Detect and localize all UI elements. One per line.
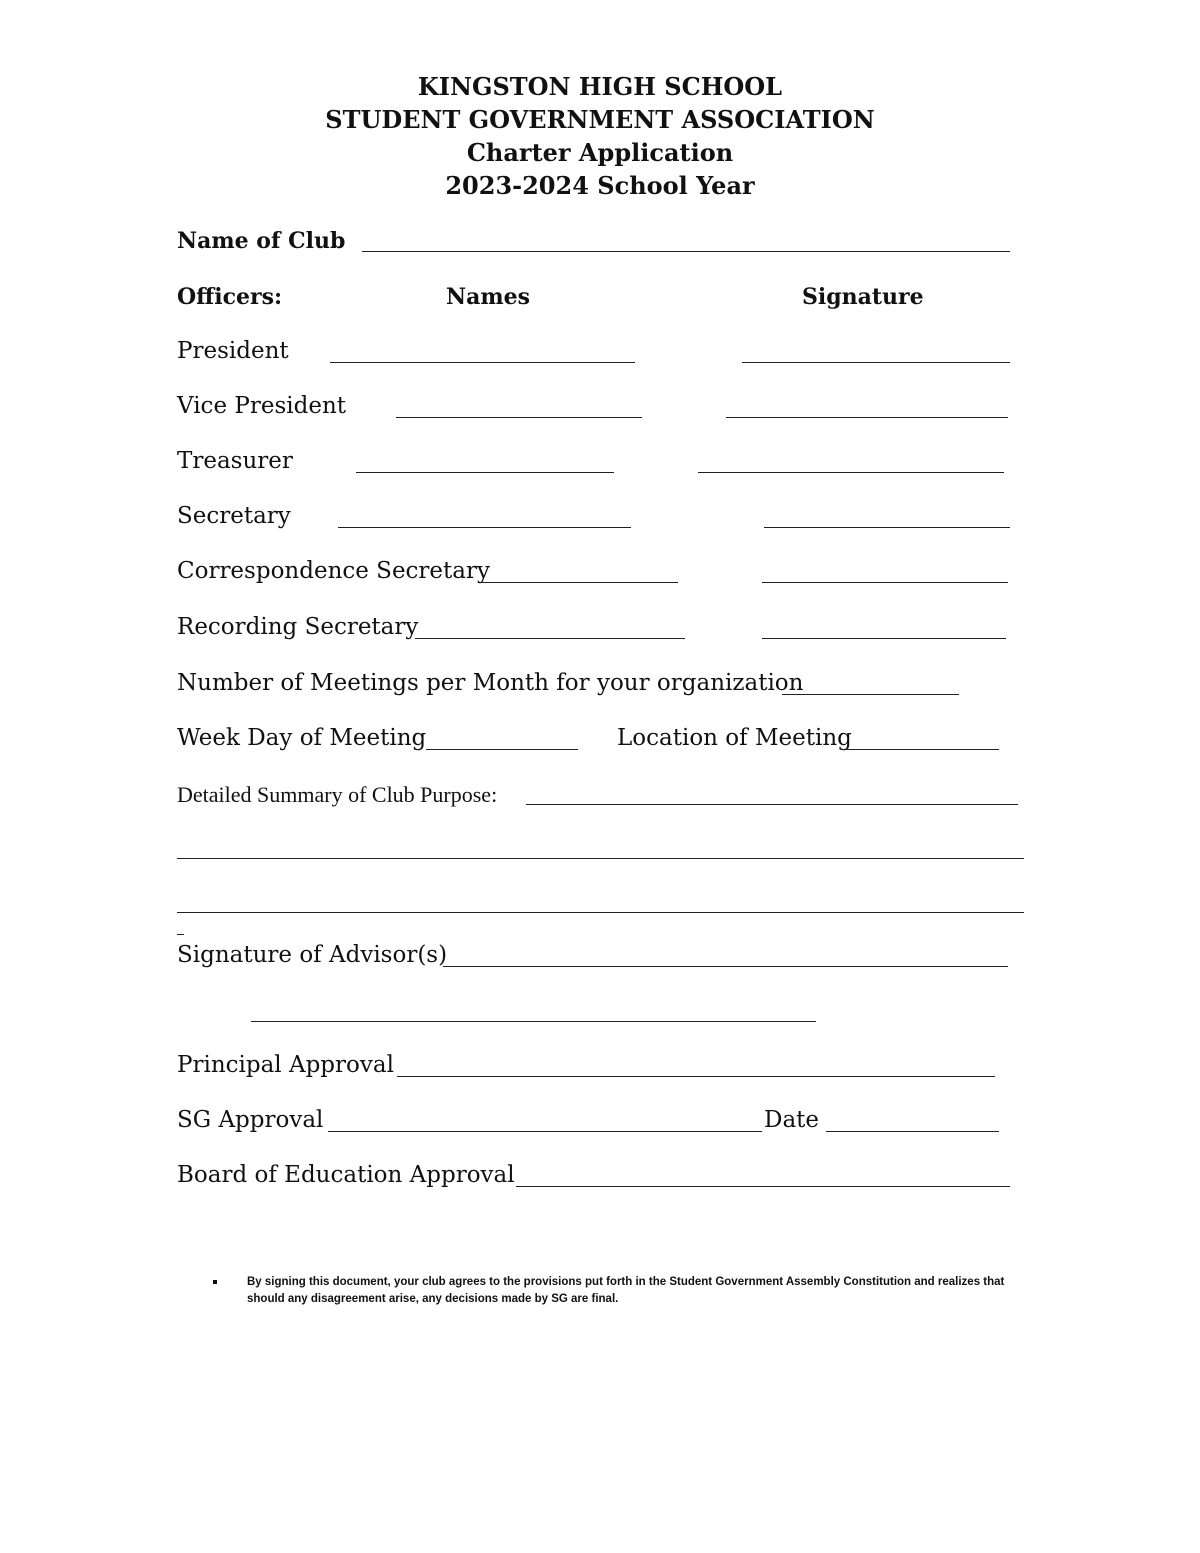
advisor-signature-field-2[interactable]	[251, 1021, 816, 1022]
club-purpose-field-line-1[interactable]	[526, 804, 1018, 805]
names-heading: Names	[446, 284, 531, 310]
date-field[interactable]	[826, 1131, 999, 1132]
secretary-signature-field[interactable]	[764, 527, 1010, 528]
vice-president-name-field[interactable]	[396, 417, 642, 418]
date-label: Date	[764, 1107, 820, 1133]
advisor-signature-field-1[interactable]	[443, 966, 1008, 967]
officer-role-vice-president: Vice President	[177, 393, 346, 419]
board-approval-label: Board of Education Approval	[177, 1162, 515, 1188]
secretary-name-field[interactable]	[338, 527, 631, 528]
meeting-location-field[interactable]	[847, 749, 999, 750]
club-name-field[interactable]	[362, 251, 1010, 252]
principal-approval-field[interactable]	[397, 1076, 995, 1077]
club-purpose-field-line-2[interactable]	[177, 858, 1024, 859]
sg-approval-label: SG Approval	[177, 1107, 324, 1133]
advisor-signature-label: Signature of Advisor(s)	[177, 942, 448, 968]
board-approval-field[interactable]	[516, 1186, 1010, 1187]
meetings-per-month-label: Number of Meetings per Month for your organization	[177, 670, 804, 696]
school-year: 2023-2024 School Year	[445, 171, 755, 200]
recording-secretary-signature-field[interactable]	[762, 638, 1006, 639]
officer-role-correspondence-secretary: Correspondence Secretary	[177, 558, 490, 584]
meeting-weekday-label: Week Day of Meeting	[177, 725, 427, 751]
vice-president-signature-field[interactable]	[726, 417, 1008, 418]
officer-role-treasurer: Treasurer	[177, 448, 293, 474]
school-name: KINGSTON HIGH SCHOOL	[417, 72, 783, 101]
sg-approval-field[interactable]	[328, 1131, 762, 1132]
president-signature-field[interactable]	[742, 362, 1010, 363]
treasurer-signature-field[interactable]	[698, 472, 1004, 473]
signature-heading: Signature	[802, 284, 924, 310]
meetings-per-month-field[interactable]	[782, 694, 959, 695]
document-header	[0, 70, 1200, 202]
club-purpose-label: Detailed Summary of Club Purpose:	[177, 782, 498, 807]
officer-role-president: President	[177, 338, 289, 364]
officers-heading: Officers:	[177, 284, 283, 310]
document-title: Charter Application	[466, 138, 734, 167]
bullet-icon	[213, 1280, 217, 1284]
club-name-label: Name of Club	[177, 228, 346, 254]
correspondence-secretary-name-field[interactable]	[480, 582, 678, 583]
meeting-location-label: Location of Meeting	[617, 725, 852, 751]
footnote-text: By signing this document, your club agrees to the provisions put forth in the Student Government Assembly Constitution and realizes that should any disagreement arise, any decisions made by SG are final.	[247, 1276, 1005, 1305]
recording-secretary-name-field[interactable]	[415, 638, 685, 639]
club-purpose-field-line-3[interactable]	[177, 912, 1024, 913]
officer-role-recording-secretary: Recording Secretary	[177, 614, 419, 640]
officer-role-secretary: Secretary	[177, 503, 291, 529]
correspondence-secretary-signature-field[interactable]	[762, 582, 1008, 583]
principal-approval-label: Principal Approval	[177, 1052, 394, 1078]
president-name-field[interactable]	[330, 362, 635, 363]
meeting-weekday-field[interactable]	[426, 749, 578, 750]
organization-name: STUDENT GOVERNMENT ASSOCIATION	[325, 105, 875, 134]
treasurer-name-field[interactable]	[356, 472, 614, 473]
line-stub	[177, 934, 184, 935]
